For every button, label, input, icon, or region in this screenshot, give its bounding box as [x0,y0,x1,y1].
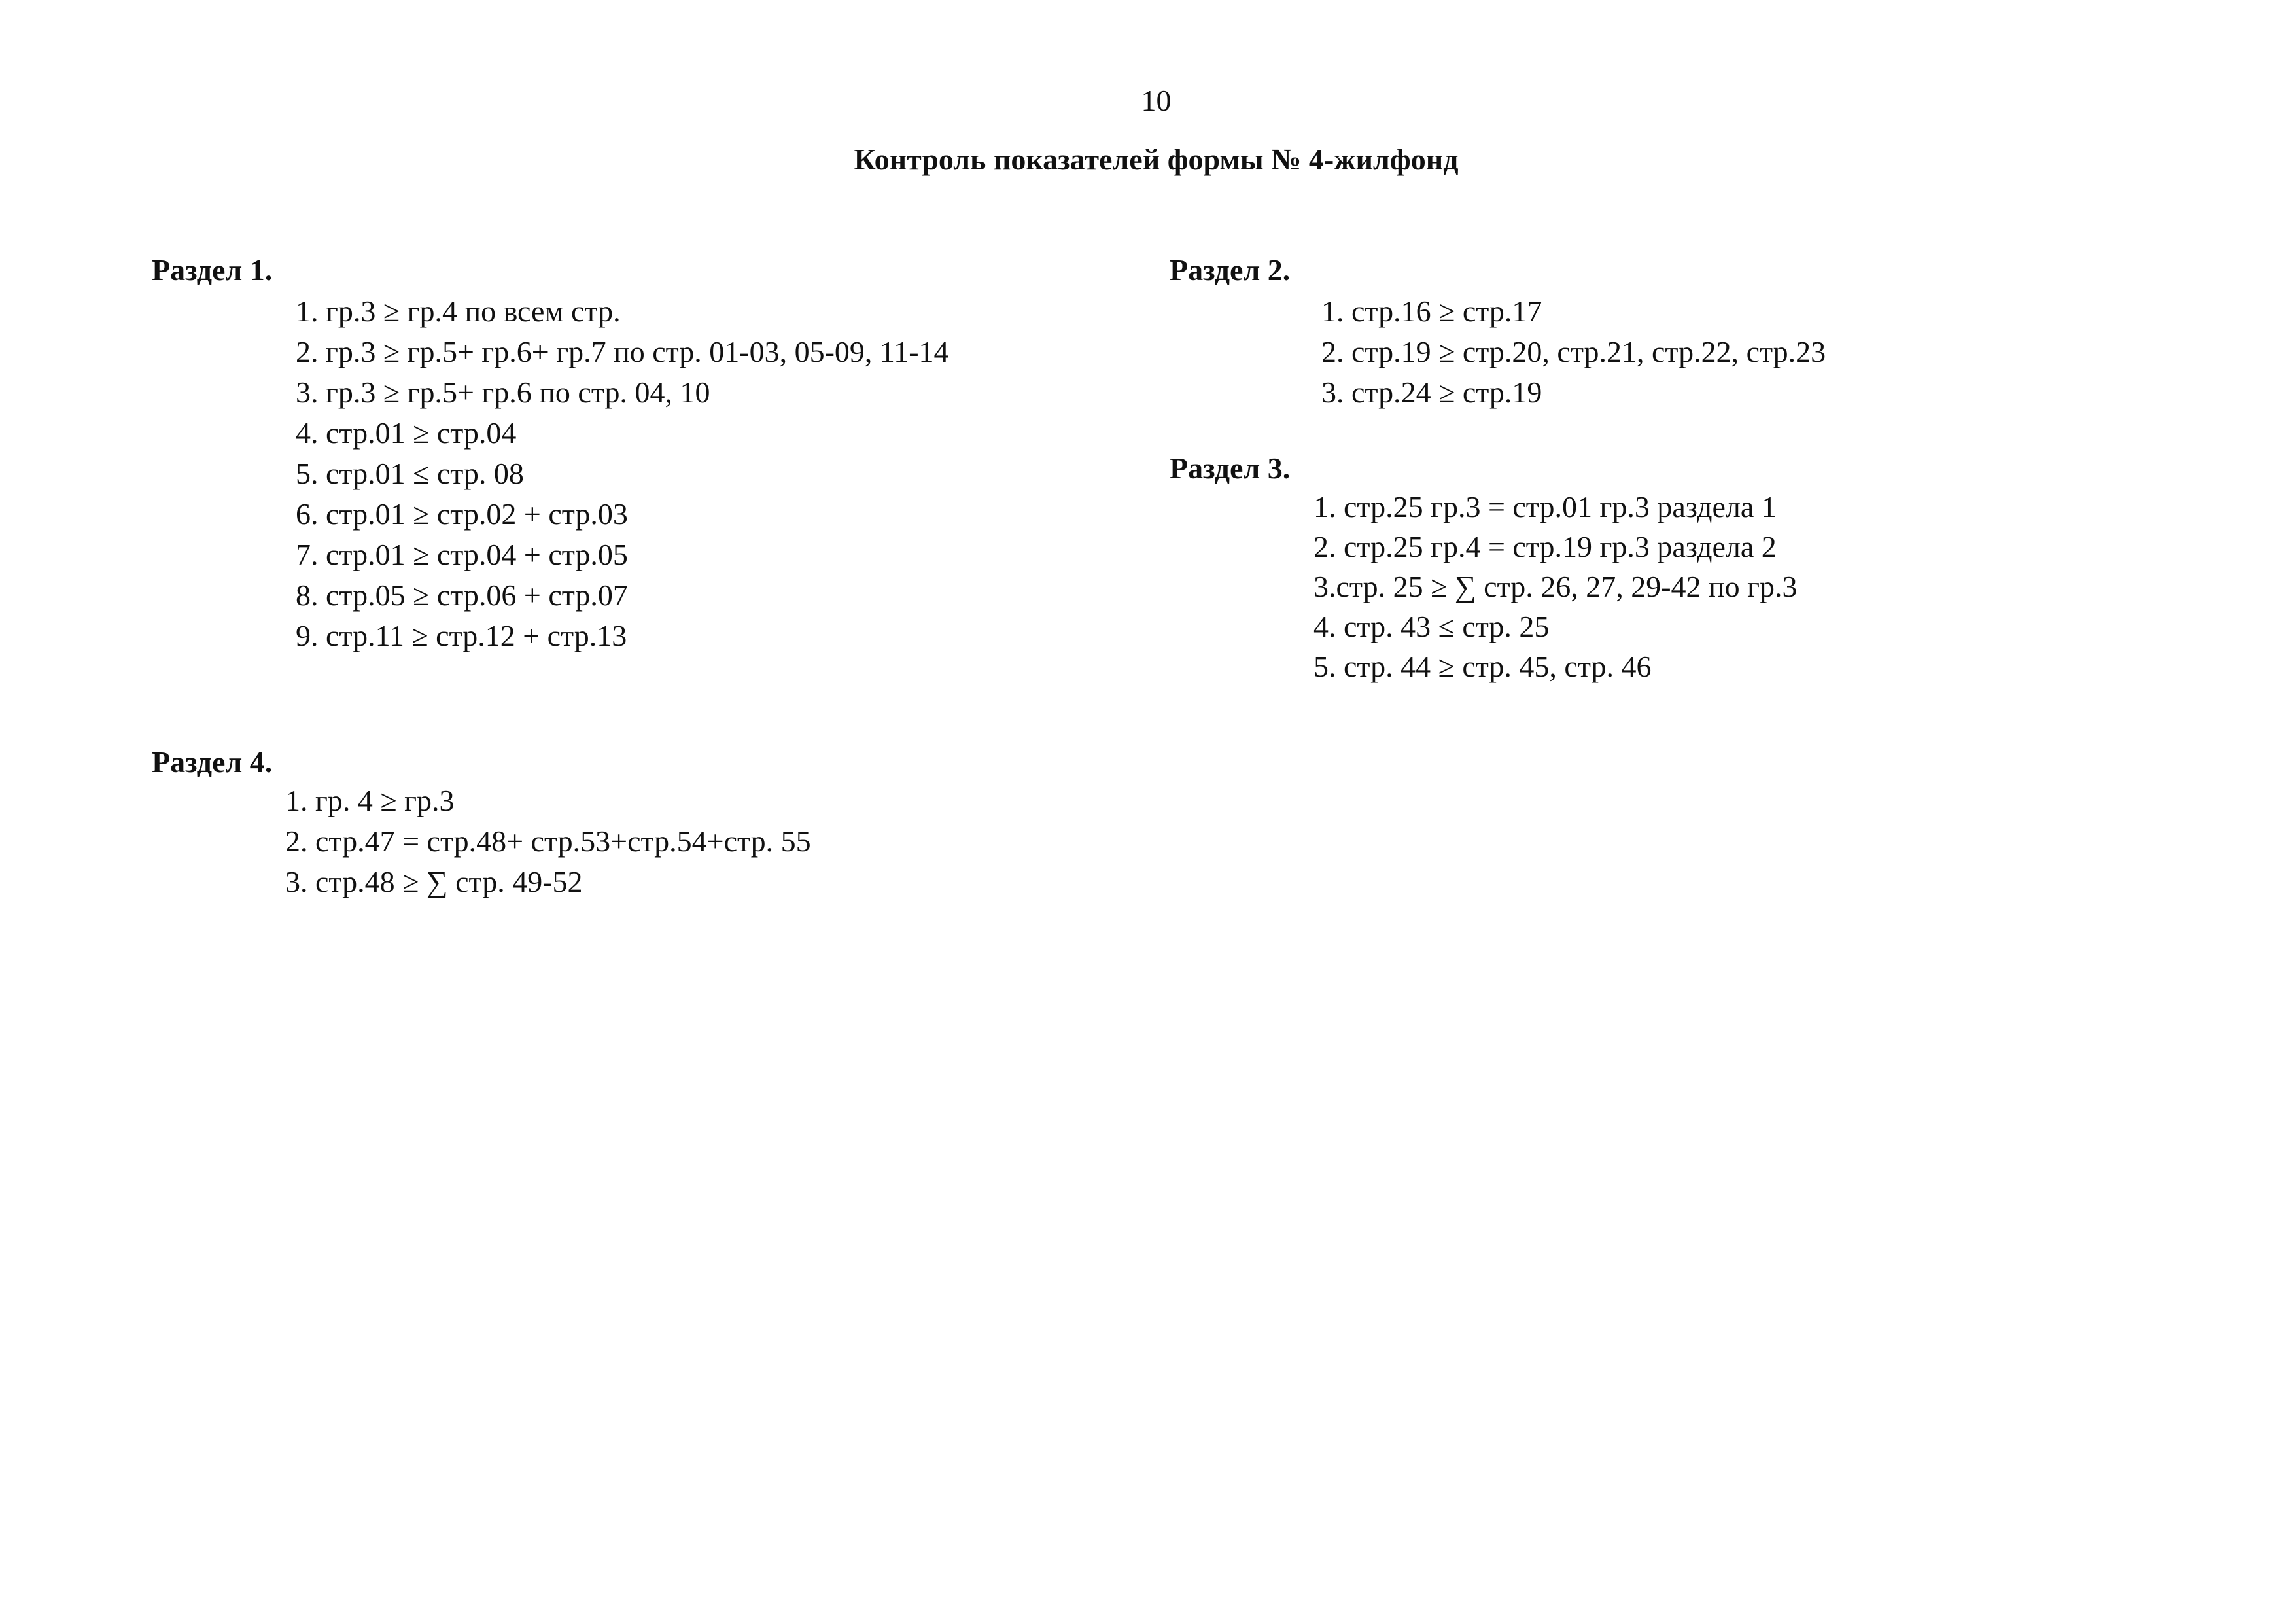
rule-item: 3. гр.3 ≥ гр.5+ гр.6 по стр. 04, 10 [296,376,710,409]
section-heading: Раздел 3. [1170,451,1291,485]
rule-list [1321,291,1826,413]
rule-item: 1. стр.25 гр.3 = стр.01 гр.3 раздела 1 [1313,490,1777,523]
rule-item: 3. стр.24 ≥ стр.19 [1321,376,1542,409]
rule-item: 6. стр.01 ≥ стр.02 + стр.03 [296,497,628,531]
rule-list [285,781,811,902]
page-title: Контроль показателей формы № 4-жилфонд [854,143,1459,176]
rule-item: 1. гр.3 ≥ гр.4 по всем стр. [296,294,621,328]
rule-item: 1. стр.16 ≥ стр.17 [1321,294,1542,328]
rule-item: 5. стр. 44 ≥ стр. 45, стр. 46 [1313,650,1652,683]
section-heading: Раздел 2. [1170,253,1291,287]
rule-item: 2. стр.19 ≥ стр.20, стр.21, стр.22, стр.23 [1321,335,1826,368]
rule-item: 2. стр.25 гр.4 = стр.19 гр.3 раздела 2 [1313,530,1777,563]
rule-item: 9. стр.11 ≥ стр.12 + стр.13 [296,619,627,652]
section-heading: Раздел 4. [152,745,273,779]
rule-item: 7. стр.01 ≥ стр.04 + стр.05 [296,538,628,571]
section-heading: Раздел 1. [152,253,273,287]
rule-item: 2. стр.47 = стр.48+ стр.53+стр.54+стр. 55 [285,824,811,858]
rule-item: 8. стр.05 ≥ стр.06 + стр.07 [296,578,628,612]
page-number: 10 [1141,84,1172,117]
rule-item: 1. гр. 4 ≥ гр.3 [285,784,455,817]
rule-item: 2. гр.3 ≥ гр.5+ гр.6+ гр.7 по стр. 01-03, 05-09, 11-14 [296,335,949,368]
rule-list [1313,487,1798,686]
rule-item: 4. стр. 43 ≤ стр. 25 [1313,610,1550,643]
rule-item: 4. стр.01 ≥ стр.04 [296,416,517,450]
rule-item: 3.стр. 25 ≥ ∑ стр. 26, 27, 29-42 по гр.3 [1313,570,1798,603]
rule-item: 3. стр.48 ≥ ∑ стр. 49-52 [285,865,583,898]
rule-list [296,291,949,656]
rule-item: 5. стр.01 ≤ стр. 08 [296,457,524,490]
